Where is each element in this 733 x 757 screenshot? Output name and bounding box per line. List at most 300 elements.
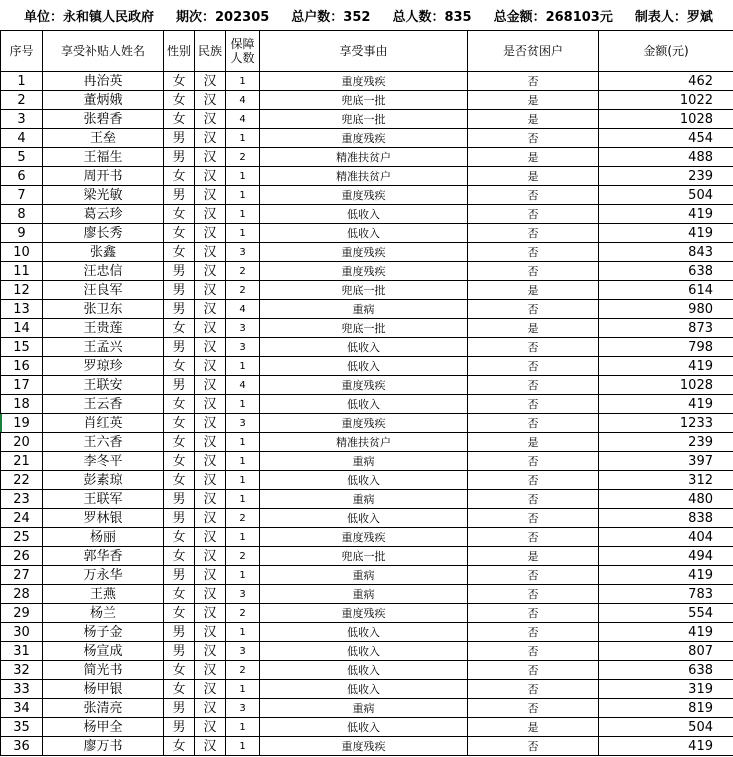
cell-people[interactable]: 1 xyxy=(226,433,260,452)
cell-amount[interactable]: 312 xyxy=(599,471,733,490)
cell-amount[interactable]: 419 xyxy=(599,737,733,756)
cell-reason[interactable]: 重度残疾 xyxy=(260,414,468,433)
cell-sex[interactable]: 女 xyxy=(164,243,195,262)
cell-sex[interactable]: 女 xyxy=(164,547,195,566)
cell-name[interactable]: 杨子金 xyxy=(43,623,164,642)
cell-sex[interactable]: 男 xyxy=(164,699,195,718)
cell-ethnicity[interactable]: 汉 xyxy=(195,623,226,642)
cell-no[interactable]: 3 xyxy=(1,110,43,129)
cell-name[interactable]: 廖长秀 xyxy=(43,224,164,243)
cell-poor[interactable]: 否 xyxy=(468,452,599,471)
cell-poor[interactable]: 否 xyxy=(468,566,599,585)
cell-people[interactable]: 4 xyxy=(226,91,260,110)
cell-amount[interactable]: 480 xyxy=(599,490,733,509)
cell-amount[interactable]: 397 xyxy=(599,452,733,471)
cell-people[interactable]: 1 xyxy=(226,528,260,547)
cell-amount[interactable]: 504 xyxy=(599,186,733,205)
cell-name[interactable]: 杨兰 xyxy=(43,604,164,623)
table-row xyxy=(1,718,733,737)
cell-name[interactable]: 张清亮 xyxy=(43,699,164,718)
cell-sex[interactable]: 男 xyxy=(164,338,195,357)
cell-amount[interactable]: 614 xyxy=(599,281,733,300)
cell-poor[interactable]: 否 xyxy=(468,680,599,699)
cell-name[interactable]: 王福生 xyxy=(43,148,164,167)
cell-name[interactable]: 万永华 xyxy=(43,566,164,585)
cell-reason[interactable]: 重病 xyxy=(260,585,468,604)
cell-amount[interactable]: 638 xyxy=(599,262,733,281)
cell-sex[interactable]: 女 xyxy=(164,224,195,243)
cell-amount[interactable]: 239 xyxy=(599,167,733,186)
cell-amount[interactable]: 404 xyxy=(599,528,733,547)
cell-people[interactable]: 3 xyxy=(226,338,260,357)
cell-reason[interactable]: 重度残疾 xyxy=(260,604,468,623)
cell-name[interactable]: 周开书 xyxy=(43,167,164,186)
cell-ethnicity[interactable]: 汉 xyxy=(195,604,226,623)
cell-name[interactable]: 彭素琼 xyxy=(43,471,164,490)
cell-no[interactable]: 29 xyxy=(1,604,43,623)
cell-amount[interactable]: 419 xyxy=(599,395,733,414)
cell-people[interactable]: 4 xyxy=(226,110,260,129)
cell-poor[interactable]: 是 xyxy=(468,91,599,110)
cell-sex[interactable]: 女 xyxy=(164,433,195,452)
cell-reason[interactable]: 低收入 xyxy=(260,623,468,642)
cell-ethnicity[interactable]: 汉 xyxy=(195,319,226,338)
cell-sex[interactable]: 女 xyxy=(164,737,195,756)
cell-people[interactable]: 3 xyxy=(226,699,260,718)
cell-ethnicity[interactable]: 汉 xyxy=(195,243,226,262)
cell-ethnicity[interactable]: 汉 xyxy=(195,509,226,528)
cell-ethnicity[interactable]: 汉 xyxy=(195,566,226,585)
cell-name[interactable]: 梁光敏 xyxy=(43,186,164,205)
col-header-no[interactable]: 序号 xyxy=(1,31,43,72)
cell-ethnicity[interactable]: 汉 xyxy=(195,718,226,737)
cell-sex[interactable]: 男 xyxy=(164,718,195,737)
cell-no[interactable]: 32 xyxy=(1,661,43,680)
cell-people[interactable]: 2 xyxy=(226,281,260,300)
cell-poor[interactable]: 是 xyxy=(468,718,599,737)
cell-sex[interactable]: 女 xyxy=(164,357,195,376)
cell-name[interactable]: 王联军 xyxy=(43,490,164,509)
cell-sex[interactable]: 女 xyxy=(164,471,195,490)
cell-sex[interactable]: 男 xyxy=(164,262,195,281)
cell-amount[interactable]: 239 xyxy=(599,433,733,452)
cell-poor[interactable]: 否 xyxy=(468,585,599,604)
cell-no[interactable]: 24 xyxy=(1,509,43,528)
cell-reason[interactable]: 重度残疾 xyxy=(260,376,468,395)
cell-name[interactable]: 汪良军 xyxy=(43,281,164,300)
cell-ethnicity[interactable]: 汉 xyxy=(195,300,226,319)
cell-sex[interactable]: 男 xyxy=(164,623,195,642)
cell-ethnicity[interactable]: 汉 xyxy=(195,72,226,91)
cell-reason[interactable]: 低收入 xyxy=(260,680,468,699)
cell-poor[interactable]: 是 xyxy=(468,110,599,129)
cell-people[interactable]: 1 xyxy=(226,357,260,376)
cell-name[interactable]: 肖红英 xyxy=(43,414,164,433)
cell-amount[interactable]: 980 xyxy=(599,300,733,319)
cell-amount[interactable]: 488 xyxy=(599,148,733,167)
cell-people[interactable]: 1 xyxy=(226,224,260,243)
cell-people[interactable]: 3 xyxy=(226,319,260,338)
cell-poor[interactable]: 否 xyxy=(468,604,599,623)
cell-amount[interactable]: 419 xyxy=(599,566,733,585)
cell-no[interactable]: 10 xyxy=(1,243,43,262)
cell-sex[interactable]: 女 xyxy=(164,661,195,680)
cell-people[interactable]: 1 xyxy=(226,205,260,224)
cell-name[interactable]: 杨宣成 xyxy=(43,642,164,661)
cell-ethnicity[interactable]: 汉 xyxy=(195,585,226,604)
cell-sex[interactable]: 女 xyxy=(164,91,195,110)
cell-sex[interactable]: 男 xyxy=(164,281,195,300)
cell-people[interactable]: 1 xyxy=(226,737,260,756)
cell-poor[interactable]: 否 xyxy=(468,509,599,528)
cell-poor[interactable]: 否 xyxy=(468,471,599,490)
cell-name[interactable]: 郭华香 xyxy=(43,547,164,566)
cell-name[interactable]: 汪忠信 xyxy=(43,262,164,281)
cell-reason[interactable]: 低收入 xyxy=(260,718,468,737)
cell-reason[interactable]: 重度残疾 xyxy=(260,737,468,756)
cell-poor[interactable]: 是 xyxy=(468,148,599,167)
cell-no[interactable]: 23 xyxy=(1,490,43,509)
cell-people[interactable]: 3 xyxy=(226,585,260,604)
cell-poor[interactable]: 否 xyxy=(468,357,599,376)
cell-ethnicity[interactable]: 汉 xyxy=(195,737,226,756)
cell-people[interactable]: 2 xyxy=(226,604,260,623)
cell-people[interactable]: 1 xyxy=(226,566,260,585)
cell-amount[interactable]: 1022 xyxy=(599,91,733,110)
cell-ethnicity[interactable]: 汉 xyxy=(195,528,226,547)
cell-sex[interactable]: 男 xyxy=(164,509,195,528)
cell-amount[interactable]: 819 xyxy=(599,699,733,718)
cell-amount[interactable]: 873 xyxy=(599,319,733,338)
cell-poor[interactable]: 否 xyxy=(468,186,599,205)
cell-poor[interactable]: 否 xyxy=(468,129,599,148)
cell-reason[interactable]: 低收入 xyxy=(260,661,468,680)
cell-poor[interactable]: 否 xyxy=(468,490,599,509)
cell-reason[interactable]: 重病 xyxy=(260,566,468,585)
cell-name[interactable]: 简光书 xyxy=(43,661,164,680)
cell-name[interactable]: 王六香 xyxy=(43,433,164,452)
cell-sex[interactable]: 女 xyxy=(164,167,195,186)
col-header-sex[interactable]: 性别 xyxy=(164,31,195,72)
cell-ethnicity[interactable]: 汉 xyxy=(195,91,226,110)
cell-name[interactable]: 董炳娥 xyxy=(43,91,164,110)
cell-reason[interactable]: 低收入 xyxy=(260,357,468,376)
col-header-poor[interactable]: 是否贫困户 xyxy=(468,31,599,72)
cell-name[interactable]: 冉治英 xyxy=(43,72,164,91)
cell-sex[interactable]: 女 xyxy=(164,395,195,414)
cell-name[interactable]: 王垒 xyxy=(43,129,164,148)
cell-poor[interactable]: 否 xyxy=(468,642,599,661)
cell-reason[interactable]: 低收入 xyxy=(260,338,468,357)
cell-sex[interactable]: 男 xyxy=(164,490,195,509)
cell-sex[interactable]: 女 xyxy=(164,72,195,91)
cell-people[interactable]: 3 xyxy=(226,243,260,262)
cell-reason[interactable]: 重病 xyxy=(260,699,468,718)
cell-no[interactable]: 1 xyxy=(1,72,43,91)
cell-poor[interactable]: 否 xyxy=(468,72,599,91)
cell-no[interactable]: 5 xyxy=(1,148,43,167)
cell-no[interactable]: 18 xyxy=(1,395,43,414)
cell-amount[interactable]: 798 xyxy=(599,338,733,357)
cell-sex[interactable]: 女 xyxy=(164,528,195,547)
cell-reason[interactable]: 低收入 xyxy=(260,471,468,490)
cell-no[interactable]: 4 xyxy=(1,129,43,148)
cell-ethnicity[interactable]: 汉 xyxy=(195,110,226,129)
cell-name[interactable]: 张碧香 xyxy=(43,110,164,129)
cell-name[interactable]: 王云香 xyxy=(43,395,164,414)
cell-reason[interactable]: 兜底一批 xyxy=(260,319,468,338)
cell-amount[interactable]: 462 xyxy=(599,72,733,91)
cell-no[interactable]: 27 xyxy=(1,566,43,585)
cell-sex[interactable]: 男 xyxy=(164,376,195,395)
cell-no[interactable]: 7 xyxy=(1,186,43,205)
cell-ethnicity[interactable]: 汉 xyxy=(195,205,226,224)
cell-name[interactable]: 张卫东 xyxy=(43,300,164,319)
cell-amount[interactable]: 838 xyxy=(599,509,733,528)
cell-ethnicity[interactable]: 汉 xyxy=(195,414,226,433)
cell-no[interactable]: 26 xyxy=(1,547,43,566)
cell-people[interactable]: 1 xyxy=(226,680,260,699)
cell-amount[interactable]: 494 xyxy=(599,547,733,566)
cell-poor[interactable]: 否 xyxy=(468,262,599,281)
cell-name[interactable]: 罗琼珍 xyxy=(43,357,164,376)
cell-reason[interactable]: 重病 xyxy=(260,300,468,319)
cell-no[interactable]: 22 xyxy=(1,471,43,490)
cell-amount[interactable]: 419 xyxy=(599,224,733,243)
cell-people[interactable]: 1 xyxy=(226,623,260,642)
cell-ethnicity[interactable]: 汉 xyxy=(195,471,226,490)
cell-reason[interactable]: 兜底一批 xyxy=(260,110,468,129)
cell-people[interactable]: 1 xyxy=(226,129,260,148)
cell-no[interactable]: 34 xyxy=(1,699,43,718)
cell-ethnicity[interactable]: 汉 xyxy=(195,186,226,205)
cell-poor[interactable]: 是 xyxy=(468,167,599,186)
cell-reason[interactable]: 重度残疾 xyxy=(260,72,468,91)
cell-people[interactable]: 1 xyxy=(226,471,260,490)
cell-poor[interactable]: 是 xyxy=(468,319,599,338)
cell-sex[interactable]: 男 xyxy=(164,129,195,148)
cell-people[interactable]: 1 xyxy=(226,167,260,186)
cell-name[interactable]: 葛云珍 xyxy=(43,205,164,224)
cell-reason[interactable]: 精准扶贫户 xyxy=(260,433,468,452)
cell-sex[interactable]: 男 xyxy=(164,566,195,585)
cell-ethnicity[interactable]: 汉 xyxy=(195,680,226,699)
cell-name[interactable]: 杨甲全 xyxy=(43,718,164,737)
cell-no[interactable]: 30 xyxy=(1,623,43,642)
cell-no[interactable]: 13 xyxy=(1,300,43,319)
cell-reason[interactable]: 低收入 xyxy=(260,509,468,528)
cell-sex[interactable]: 女 xyxy=(164,452,195,471)
cell-poor[interactable]: 否 xyxy=(468,243,599,262)
cell-people[interactable]: 2 xyxy=(226,262,260,281)
cell-amount[interactable]: 504 xyxy=(599,718,733,737)
cell-no[interactable]: 25 xyxy=(1,528,43,547)
cell-no[interactable]: 15 xyxy=(1,338,43,357)
cell-sex[interactable]: 女 xyxy=(164,604,195,623)
cell-amount[interactable]: 783 xyxy=(599,585,733,604)
cell-name[interactable]: 杨甲银 xyxy=(43,680,164,699)
cell-ethnicity[interactable]: 汉 xyxy=(195,547,226,566)
cell-name[interactable]: 王燕 xyxy=(43,585,164,604)
cell-people[interactable]: 1 xyxy=(226,718,260,737)
cell-sex[interactable]: 女 xyxy=(164,319,195,338)
cell-sex[interactable]: 女 xyxy=(164,414,195,433)
cell-reason[interactable]: 精准扶贫户 xyxy=(260,167,468,186)
cell-name[interactable]: 王联安 xyxy=(43,376,164,395)
cell-no[interactable]: 17 xyxy=(1,376,43,395)
cell-poor[interactable]: 否 xyxy=(468,661,599,680)
cell-poor[interactable]: 否 xyxy=(468,300,599,319)
cell-ethnicity[interactable]: 汉 xyxy=(195,338,226,357)
cell-reason[interactable]: 重度残疾 xyxy=(260,129,468,148)
cell-ethnicity[interactable]: 汉 xyxy=(195,433,226,452)
table-row xyxy=(1,737,733,756)
cell-amount[interactable]: 419 xyxy=(599,623,733,642)
cell-sex[interactable]: 男 xyxy=(164,642,195,661)
cell-no[interactable]: 21 xyxy=(1,452,43,471)
cell-poor[interactable]: 是 xyxy=(468,281,599,300)
cell-reason[interactable]: 兜底一批 xyxy=(260,91,468,110)
cell-reason[interactable]: 兜底一批 xyxy=(260,281,468,300)
cell-people[interactable]: 3 xyxy=(226,414,260,433)
cell-amount[interactable]: 554 xyxy=(599,604,733,623)
col-header-amount[interactable]: 金额(元) xyxy=(599,31,733,72)
cell-ethnicity[interactable]: 汉 xyxy=(195,129,226,148)
cell-name[interactable]: 王贵莲 xyxy=(43,319,164,338)
cell-reason[interactable]: 重度残疾 xyxy=(260,528,468,547)
cell-poor[interactable]: 否 xyxy=(468,205,599,224)
cell-people[interactable]: 2 xyxy=(226,148,260,167)
cell-poor[interactable]: 是 xyxy=(468,433,599,452)
cell-poor[interactable]: 否 xyxy=(468,699,599,718)
cell-no[interactable]: 6 xyxy=(1,167,43,186)
cell-name[interactable]: 罗林银 xyxy=(43,509,164,528)
cell-ethnicity[interactable]: 汉 xyxy=(195,357,226,376)
cell-poor[interactable]: 否 xyxy=(468,395,599,414)
cell-amount[interactable]: 1233 xyxy=(599,414,733,433)
cell-sex[interactable]: 男 xyxy=(164,186,195,205)
cell-no[interactable]: 9 xyxy=(1,224,43,243)
cell-sex[interactable]: 男 xyxy=(164,300,195,319)
cell-people[interactable]: 1 xyxy=(226,452,260,471)
cell-amount[interactable]: 843 xyxy=(599,243,733,262)
cell-no[interactable]: 11 xyxy=(1,262,43,281)
cell-sex[interactable]: 女 xyxy=(164,585,195,604)
cell-poor[interactable]: 否 xyxy=(468,623,599,642)
cell-reason[interactable]: 兜底一批 xyxy=(260,547,468,566)
cell-reason[interactable]: 低收入 xyxy=(260,205,468,224)
cell-people[interactable]: 1 xyxy=(226,186,260,205)
cell-ethnicity[interactable]: 汉 xyxy=(195,642,226,661)
cell-sex[interactable]: 女 xyxy=(164,110,195,129)
cell-no[interactable]: 14 xyxy=(1,319,43,338)
cell-name[interactable]: 杨丽 xyxy=(43,528,164,547)
cell-name[interactable]: 廖万书 xyxy=(43,737,164,756)
cell-name[interactable]: 王孟兴 xyxy=(43,338,164,357)
cell-no[interactable]: 12 xyxy=(1,281,43,300)
cell-ethnicity[interactable]: 汉 xyxy=(195,262,226,281)
cell-ethnicity[interactable]: 汉 xyxy=(195,699,226,718)
cell-reason[interactable]: 重病 xyxy=(260,490,468,509)
cell-name[interactable]: 张鑫 xyxy=(43,243,164,262)
table-row xyxy=(1,186,733,205)
cell-no[interactable]: 20 xyxy=(1,433,43,452)
cell-no[interactable]: 2 xyxy=(1,91,43,110)
cell-people[interactable]: 1 xyxy=(226,490,260,509)
cell-sex[interactable]: 女 xyxy=(164,680,195,699)
col-header-reason[interactable]: 享受事由 xyxy=(260,31,468,72)
cell-no[interactable]: 36 xyxy=(1,737,43,756)
cell-people[interactable]: 2 xyxy=(226,661,260,680)
cell-ethnicity[interactable]: 汉 xyxy=(195,148,226,167)
cell-reason[interactable]: 低收入 xyxy=(260,224,468,243)
cell-amount[interactable]: 419 xyxy=(599,205,733,224)
cell-amount[interactable]: 1028 xyxy=(599,110,733,129)
cell-no[interactable]: 35 xyxy=(1,718,43,737)
cell-reason[interactable]: 重度残疾 xyxy=(260,243,468,262)
cell-reason[interactable]: 重度残疾 xyxy=(260,186,468,205)
cell-poor[interactable]: 否 xyxy=(468,376,599,395)
cell-no[interactable]: 19 xyxy=(1,414,43,433)
table-row xyxy=(1,414,733,433)
cell-sex[interactable]: 女 xyxy=(164,205,195,224)
col-header-name[interactable]: 享受补贴人姓名 xyxy=(43,31,164,72)
cell-reason[interactable]: 重病 xyxy=(260,452,468,471)
cell-people[interactable]: 2 xyxy=(226,509,260,528)
cell-amount[interactable]: 807 xyxy=(599,642,733,661)
cell-people[interactable]: 4 xyxy=(226,376,260,395)
cell-ethnicity[interactable]: 汉 xyxy=(195,661,226,680)
cell-amount[interactable]: 638 xyxy=(599,661,733,680)
cell-reason[interactable]: 低收入 xyxy=(260,395,468,414)
cell-no[interactable]: 8 xyxy=(1,205,43,224)
cell-people[interactable]: 3 xyxy=(226,642,260,661)
cell-poor[interactable]: 否 xyxy=(468,414,599,433)
cell-ethnicity[interactable]: 汉 xyxy=(195,224,226,243)
cell-no[interactable]: 28 xyxy=(1,585,43,604)
cell-poor[interactable]: 否 xyxy=(468,737,599,756)
cell-name[interactable]: 李冬平 xyxy=(43,452,164,471)
cell-no[interactable]: 31 xyxy=(1,642,43,661)
col-header-ethnicity[interactable]: 民族 xyxy=(195,31,226,72)
cell-reason[interactable]: 重度残疾 xyxy=(260,262,468,281)
cell-no[interactable]: 16 xyxy=(1,357,43,376)
cell-amount[interactable]: 419 xyxy=(599,357,733,376)
cell-ethnicity[interactable]: 汉 xyxy=(195,395,226,414)
cell-reason[interactable]: 低收入 xyxy=(260,642,468,661)
cell-no[interactable]: 33 xyxy=(1,680,43,699)
cell-amount[interactable]: 454 xyxy=(599,129,733,148)
cell-sex[interactable]: 男 xyxy=(164,148,195,167)
cell-reason[interactable]: 精准扶贫户 xyxy=(260,148,468,167)
cell-people[interactable]: 1 xyxy=(226,72,260,91)
cell-ethnicity[interactable]: 汉 xyxy=(195,167,226,186)
cell-poor[interactable]: 否 xyxy=(468,528,599,547)
cell-ethnicity[interactable]: 汉 xyxy=(195,452,226,471)
cell-ethnicity[interactable]: 汉 xyxy=(195,490,226,509)
cell-people[interactable]: 4 xyxy=(226,300,260,319)
cell-people[interactable]: 1 xyxy=(226,395,260,414)
cell-amount[interactable]: 319 xyxy=(599,680,733,699)
cell-ethnicity[interactable]: 汉 xyxy=(195,281,226,300)
cell-amount[interactable]: 1028 xyxy=(599,376,733,395)
cell-poor[interactable]: 否 xyxy=(468,224,599,243)
cell-ethnicity[interactable]: 汉 xyxy=(195,376,226,395)
cell-poor[interactable]: 否 xyxy=(468,338,599,357)
cell-poor[interactable]: 是 xyxy=(468,547,599,566)
cell-people[interactable]: 2 xyxy=(226,547,260,566)
col-header-people[interactable]: 保障人数 xyxy=(226,31,260,72)
